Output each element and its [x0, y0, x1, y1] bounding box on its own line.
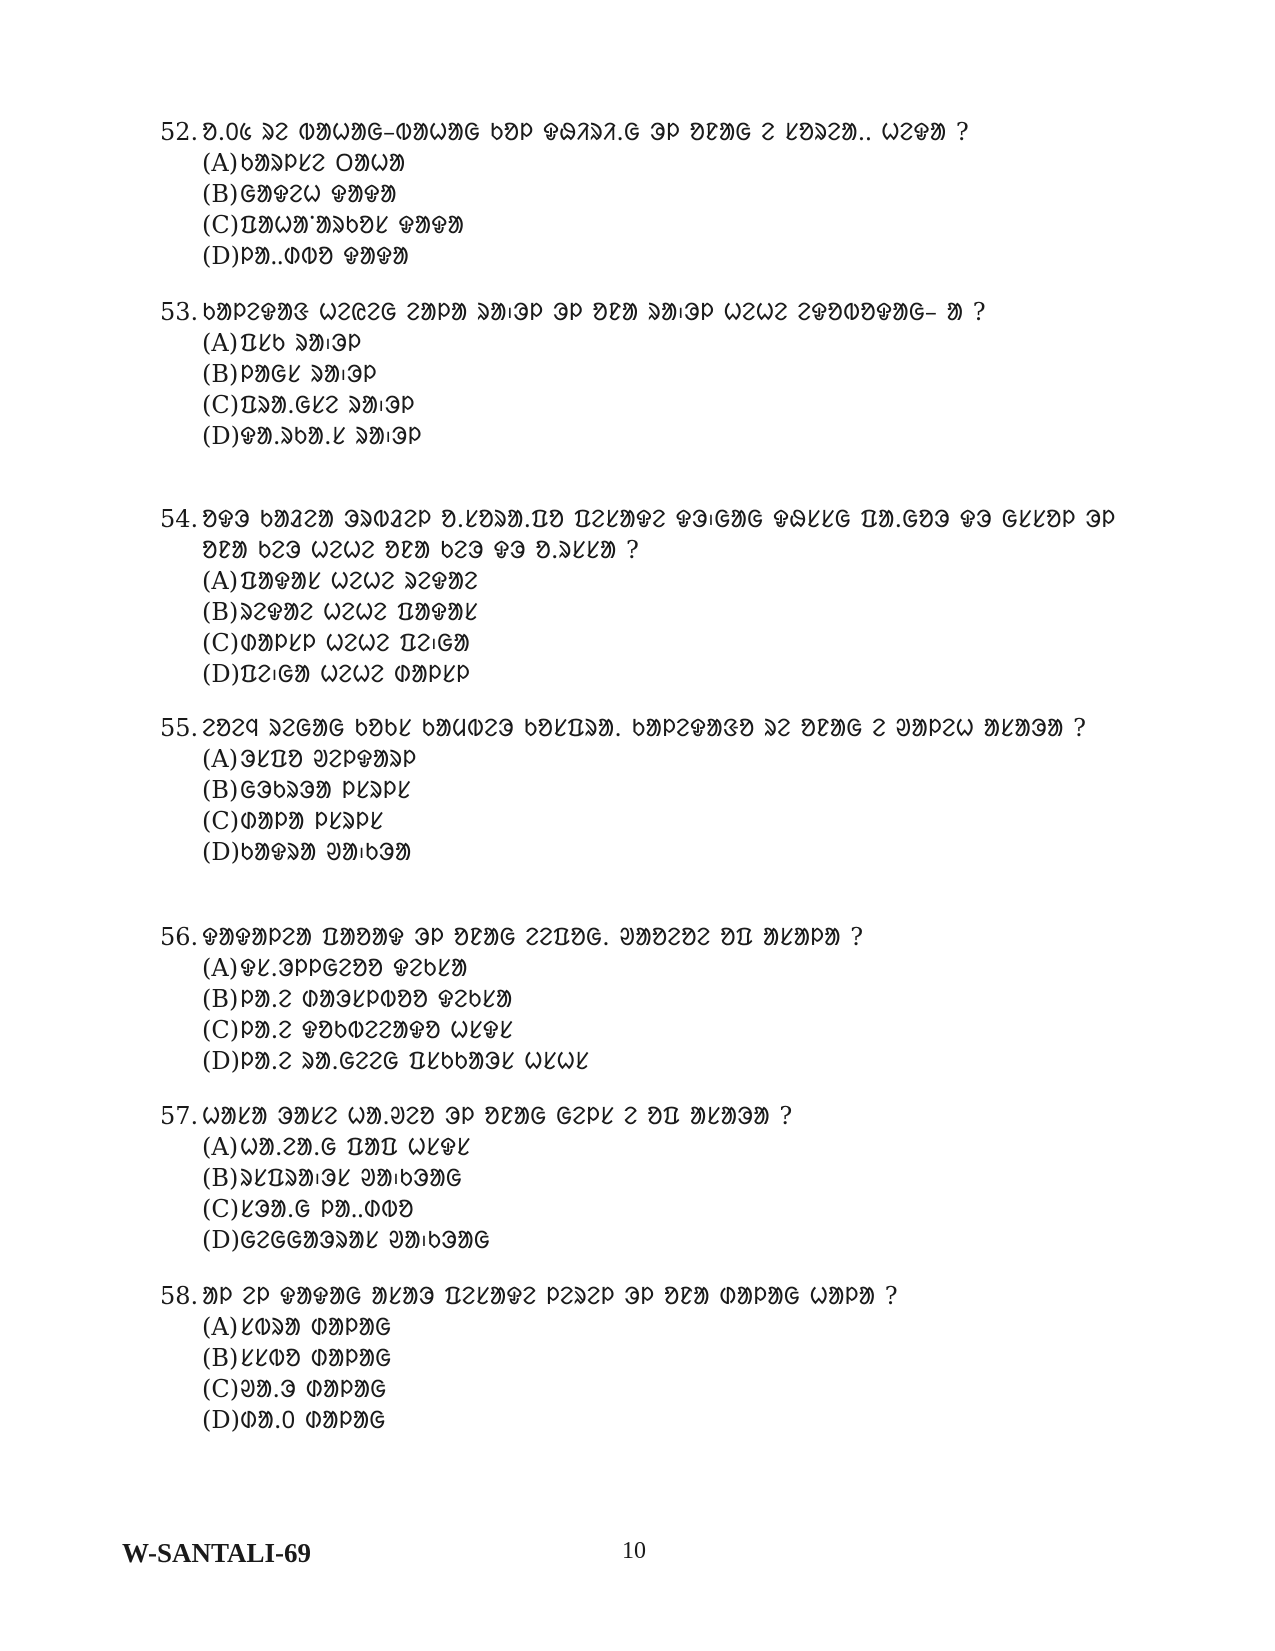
option-a: [202, 1312, 1120, 1343]
option-c: [202, 210, 1120, 241]
option-text: ᱨᱮᱫᱟᱮ ᱦᱮᱦᱮ ᱯᱟᱫᱟᱥ: [240, 598, 478, 626]
option-text: ᱠᱟᱫᱨᱟ ᱣᱟ᱾ᱠᱳᱟ: [240, 838, 412, 866]
option-letter: (B): [202, 1164, 239, 1192]
option-text: ᱫᱟ.ᱨᱠᱟ.ᱥ ᱨᱟ᱾ᱳᱞ: [240, 422, 422, 450]
option-text: ᱯᱟᱦᱟᱸᱟᱨᱠᱚᱥ ᱫᱟᱫᱟ: [240, 211, 464, 239]
option-letter: (D): [202, 838, 240, 866]
option-b: [202, 1343, 1120, 1374]
option-text: ᱜᱮᱜᱜᱟᱳᱨᱟᱥ ᱣᱟ᱾ᱠᱳᱟᱜ: [240, 1226, 490, 1254]
option-letter: (B): [202, 360, 239, 388]
option-d: [202, 837, 1120, 868]
question-number: 52.: [160, 118, 199, 146]
option-text: ᱥᱵᱨᱟ ᱰᱟᱞᱟᱜ: [240, 1313, 392, 1341]
option-letter: (A): [202, 954, 239, 982]
options-list: [160, 328, 1120, 452]
question-55: [160, 713, 1120, 868]
option-text: ᱥᱳᱟ.ᱜ ᱞᱟᱹᱹᱰᱵᱚ: [240, 1195, 414, 1223]
question-52: [160, 117, 1120, 272]
option-text: ᱠᱟᱨᱞᱥᱮ ᱛᱟᱦᱟ: [240, 149, 406, 177]
question-text: ᱠᱟᱞᱮᱫᱟᱝ ᱦᱮᱭᱮᱜ ᱮᱟᱞᱟ ᱨᱟ᱾ᱳᱞ ᱳᱞ ᱚᱱᱟ ᱨᱟ᱾ᱳᱞ ᱦᱮᱦᱮ ᱮᱫᱚᱵᱚᱫᱟᱜ– ᱟ ?: [202, 298, 986, 326]
option-letter: (B): [202, 1344, 239, 1372]
question-54: [160, 504, 1120, 690]
question-text: ᱟᱞ ᱮᱞ ᱫᱟᱫᱟᱜ ᱟᱥᱟᱳ ᱯᱮᱥᱟᱫᱮ ᱞᱮᱨᱮᱞ ᱳᱞ ᱚᱱᱟ ᱰᱟᱞᱟᱜ ᱦᱟᱞᱟ ?: [202, 1282, 898, 1310]
paper-code: W-SANTALI-69: [122, 1538, 312, 1568]
option-b: [202, 984, 1120, 1015]
question-number: 56.: [160, 923, 199, 951]
option-text: ᱦᱟ.ᱮᱟ.ᱜ ᱯᱟᱯ ᱦᱥᱫᱥ: [240, 1133, 471, 1161]
option-letter: (D): [202, 422, 240, 450]
option-text: ᱳᱥᱯᱚ ᱣᱮᱞᱫᱟᱨᱞ: [240, 745, 417, 773]
options-list: [160, 566, 1120, 690]
option-c: [202, 1015, 1120, 1046]
option-letter: (C): [202, 211, 240, 239]
option-d: [202, 1046, 1120, 1077]
option-letter: (A): [202, 1313, 239, 1341]
question-text: ᱦᱟᱥᱟ ᱳᱟᱥᱮ ᱦᱟ.ᱣᱮᱚ ᱳᱞ ᱚᱱᱟᱜ ᱜᱮᱞᱥ ᱮ ᱚᱯ ᱟᱥᱟᱳᱟ ?: [202, 1102, 793, 1130]
options-list: [160, 744, 1120, 868]
option-c: [202, 806, 1120, 837]
option-c: [202, 390, 1120, 421]
option-letter: (A): [202, 745, 239, 773]
option-text: ᱰᱟᱞᱟ ᱞᱥᱨᱞᱥ: [240, 807, 384, 835]
question-number: 54.: [160, 505, 199, 533]
option-a: [202, 328, 1120, 359]
options-list: [160, 953, 1120, 1077]
question-number: 55.: [160, 714, 199, 742]
option-b: [202, 1163, 1120, 1194]
option-letter: (C): [202, 1016, 240, 1044]
option-b: [202, 359, 1120, 390]
option-a: [202, 148, 1120, 179]
question-number: 58.: [160, 1282, 199, 1310]
option-text: ᱨᱥᱯᱨᱟ᱾ᱳᱥ ᱣᱟ᱾ᱠᱳᱟᱜ: [240, 1164, 462, 1192]
option-a: [202, 744, 1120, 775]
question-56: [160, 922, 1120, 1077]
options-list: [160, 1132, 1120, 1256]
option-d: [202, 1225, 1120, 1256]
option-letter: (A): [202, 149, 239, 177]
option-letter: (D): [202, 242, 240, 270]
option-c: [202, 1374, 1120, 1405]
option-letter: (A): [202, 1133, 239, 1161]
options-list: [160, 148, 1120, 272]
page-number: 10: [622, 1538, 646, 1564]
question-text: ᱚ.᱐᱕ ᱨᱮ ᱵᱟᱦᱟᱜ–ᱵᱟᱦᱟᱜ ᱠᱚᱞ ᱫᱷᱤᱨᱤ.ᱜ ᱳᱞ ᱚᱱᱟᱜ ᱮ ᱥᱚᱨᱮᱟ.ᱹ ᱦᱮᱫᱟ ?: [202, 118, 969, 146]
option-text: ᱰᱟᱞᱥᱞ ᱦᱮᱦᱮ ᱯᱮ᱾ᱜᱟ: [240, 629, 470, 657]
question-text: ᱚᱫᱳ ᱠᱟᱲᱮᱟ ᱳᱨᱵᱲᱮᱞ ᱚ.ᱥᱚᱨᱟ.ᱯᱚ ᱯᱮᱥᱟᱫᱮ ᱫᱳ᱾ᱜᱟᱜ ᱫᱷᱥᱥᱜ ᱯᱟ.ᱜᱚᱳ ᱫᱳ ᱜᱥᱥᱚᱞ ᱳᱞ ᱚᱱᱟ ᱠᱮᱳ ᱦᱮᱦᱮ ᱚᱱᱟ ᱠᱮᱳ ᱫᱳ ᱚ.ᱨᱥᱥᱟ ?: [202, 505, 1116, 564]
option-b: [202, 179, 1120, 210]
option-text: ᱜᱟᱫᱮᱦ ᱫᱟᱫᱟ: [240, 180, 397, 208]
question-number: 53.: [160, 298, 199, 326]
option-letter: (B): [202, 776, 239, 804]
option-letter: (A): [202, 329, 239, 357]
option-text: ᱜᱳᱠᱨᱳᱟ ᱞᱥᱨᱞᱥ: [240, 776, 411, 804]
option-text: ᱯᱨᱟ.ᱜᱥᱮ ᱨᱟ᱾ᱳᱞ: [240, 391, 415, 419]
option-text: ᱥᱥᱵᱚ ᱰᱟᱞᱟᱜ: [240, 1344, 392, 1372]
option-letter: (A): [202, 567, 239, 595]
option-a: [202, 953, 1120, 984]
option-letter: (C): [202, 629, 240, 657]
option-c: [202, 628, 1120, 659]
option-letter: (D): [202, 1226, 240, 1254]
option-letter: (D): [202, 1047, 240, 1075]
question-57: [160, 1101, 1120, 1256]
option-text: ᱞᱟᱜᱥ ᱨᱟ᱾ᱳᱞ: [240, 360, 377, 388]
option-text: ᱫᱥ.ᱳᱞᱞᱜᱮᱚᱚ ᱫᱮᱠᱥᱟ: [240, 954, 468, 982]
option-text: ᱯᱮ᱾ᱜᱟ ᱦᱮᱦᱮ ᱰᱟᱞᱥᱞ: [240, 660, 470, 688]
options-list: [160, 1312, 1120, 1436]
option-d: [202, 241, 1120, 272]
option-c: [202, 1194, 1120, 1225]
option-letter: (B): [202, 180, 239, 208]
option-a: [202, 1132, 1120, 1163]
option-d: [202, 421, 1120, 452]
question-53: [160, 297, 1120, 452]
option-letter: (B): [202, 598, 239, 626]
option-text: ᱞᱟ.ᱮ ᱫᱚᱠᱵᱮᱮᱟᱫᱚ ᱦᱥᱫᱥ: [240, 1016, 514, 1044]
question-text: ᱫᱟᱫᱟᱞᱮᱟ ᱯᱟᱚᱟᱫ ᱳᱞ ᱚᱱᱟᱜ ᱮᱮᱯᱚᱜ. ᱣᱟᱚᱮᱚᱮ ᱚᱯ ᱟᱥᱟᱞᱟ ?: [202, 923, 864, 951]
option-b: [202, 597, 1120, 628]
option-letter: (B): [202, 985, 239, 1013]
option-text: ᱯᱥᱠ ᱨᱟ᱾ᱳᱞ: [240, 329, 362, 357]
question-number: 57.: [160, 1102, 199, 1130]
option-d: [202, 1405, 1120, 1436]
option-letter: (C): [202, 807, 240, 835]
option-letter: (C): [202, 1195, 240, 1223]
question-text: ᱮᱚᱮᱧ ᱨᱮᱜᱟᱜ ᱠᱚᱠᱥ ᱠᱟᱢᱵᱮᱳ ᱠᱚᱥᱯᱨᱟ. ᱠᱟᱞᱮᱫᱟᱝᱚ ᱨᱮ ᱚᱱᱟᱜ ᱮ ᱣᱟᱞᱮᱦ ᱟᱥᱟᱳᱟ ?: [202, 714, 1087, 742]
question-58: [160, 1281, 1120, 1436]
option-letter: (C): [202, 1375, 240, 1403]
option-text: ᱣᱟ.ᱳ ᱰᱟᱞᱟᱜ: [240, 1375, 387, 1403]
option-a: [202, 566, 1120, 597]
option-text: ᱰᱟ.᱐ ᱰᱟᱞᱟᱜ: [240, 1406, 386, 1434]
option-letter: (C): [202, 391, 240, 419]
option-text: ᱯᱟᱫᱟᱥ ᱦᱮᱦᱮ ᱨᱮᱫᱟᱮ: [240, 567, 478, 595]
option-b: [202, 775, 1120, 806]
option-text: ᱞᱟ.ᱮ ᱰᱟᱳᱥᱞᱵᱚᱚ ᱫᱮᱠᱥᱟ: [240, 985, 513, 1013]
option-d: [202, 659, 1120, 690]
option-letter: (D): [202, 660, 240, 688]
option-letter: (D): [202, 1406, 240, 1434]
option-text: ᱞᱟᱹᱹᱰᱵᱚ ᱫᱟᱫᱟ: [240, 242, 409, 270]
option-text: ᱞᱟ.ᱮ ᱨᱟ.ᱜᱮᱮᱜ ᱯᱥᱠᱠᱟᱳᱥ ᱦᱥᱦᱥ: [240, 1047, 590, 1075]
